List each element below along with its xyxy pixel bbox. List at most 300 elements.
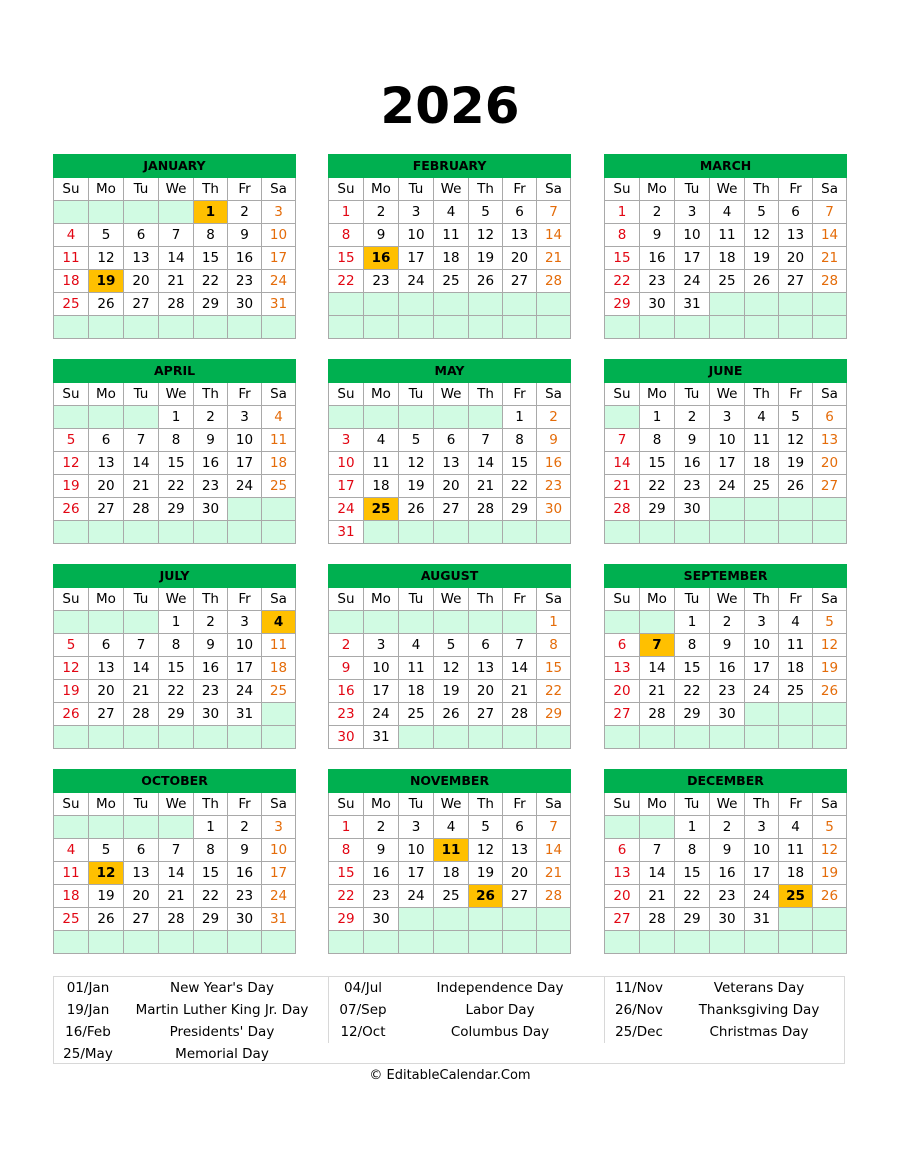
day-cell: 5 (813, 816, 847, 839)
day-cell: 15 (329, 247, 364, 270)
weekday-label: Fr (228, 178, 262, 201)
weekday-label: We (159, 588, 194, 611)
empty-day-cell (813, 498, 847, 521)
day-cell: 20 (813, 452, 847, 475)
day-cell: 10 (262, 224, 296, 247)
empty-day-cell (537, 931, 571, 954)
month-october (53, 769, 296, 954)
day-cell: 10 (329, 452, 364, 475)
weekday-label: Sa (262, 383, 296, 406)
empty-day-cell (675, 316, 710, 339)
day-cell: 11 (779, 839, 813, 862)
day-cell: 2 (710, 611, 745, 634)
weekday-label: Mo (364, 178, 399, 201)
day-cell: 16 (537, 452, 571, 475)
day-cell: 23 (364, 270, 399, 293)
empty-day-cell (399, 726, 434, 749)
day-cell: 1 (675, 816, 710, 839)
empty-day-cell (469, 726, 503, 749)
weekday-label: Mo (89, 178, 124, 201)
day-cell: 2 (194, 611, 228, 634)
day-cell: 12 (469, 224, 503, 247)
day-cell: 10 (710, 429, 745, 452)
day-cell: 18 (710, 247, 745, 270)
day-cell: 12 (54, 657, 89, 680)
holiday-date: 11/Nov (614, 980, 664, 996)
empty-day-cell (159, 201, 194, 224)
weekday-label: Th (194, 383, 228, 406)
empty-day-cell (537, 726, 571, 749)
weekday-label: We (710, 178, 745, 201)
day-cell: 11 (710, 224, 745, 247)
weekday-label: Mo (89, 588, 124, 611)
weekday-label: Su (54, 588, 89, 611)
empty-day-cell (605, 406, 640, 429)
day-cell: 29 (159, 703, 194, 726)
holiday-row (54, 977, 328, 999)
empty-day-cell (399, 316, 434, 339)
month-name: FEBRUARY (329, 155, 571, 178)
day-cell: 30 (228, 908, 262, 931)
day-cell: 6 (89, 634, 124, 657)
empty-day-cell (605, 521, 640, 544)
holiday-date: 04/Jul (343, 980, 382, 996)
day-cell: 2 (228, 201, 262, 224)
day-cell: 31 (675, 293, 710, 316)
day-cell: 15 (605, 247, 640, 270)
day-cell: 24 (745, 680, 779, 703)
empty-day-cell (54, 201, 89, 224)
day-cell: 4 (710, 201, 745, 224)
empty-day-cell (159, 816, 194, 839)
day-cell: 12 (54, 452, 89, 475)
day-cell: 27 (89, 703, 124, 726)
day-cell: 27 (503, 270, 537, 293)
day-cell: 9 (675, 429, 710, 452)
day-cell: 21 (605, 475, 640, 498)
empty-day-cell (194, 521, 228, 544)
day-cell: 28 (537, 885, 571, 908)
day-cell: 10 (262, 839, 296, 862)
weekday-label: Tu (399, 588, 434, 611)
day-cell: 28 (605, 498, 640, 521)
empty-day-cell (434, 521, 469, 544)
day-cell: 22 (329, 885, 364, 908)
day-cell: 16 (710, 657, 745, 680)
weekday-label: Su (54, 178, 89, 201)
day-cell: 19 (779, 452, 813, 475)
day-cell: 1 (537, 611, 571, 634)
day-cell: 16 (710, 862, 745, 885)
empty-day-cell (262, 498, 296, 521)
day-cell: 5 (54, 634, 89, 657)
day-cell: 25 (745, 475, 779, 498)
day-cell: 21 (469, 475, 503, 498)
day-cell: 23 (228, 885, 262, 908)
day-cell: 6 (605, 634, 640, 657)
day-cell: 29 (675, 703, 710, 726)
day-cell: 7 (503, 634, 537, 657)
empty-day-cell (89, 611, 124, 634)
empty-day-cell (779, 521, 813, 544)
day-cell: 30 (710, 908, 745, 931)
day-cell: 8 (537, 634, 571, 657)
empty-day-cell (537, 521, 571, 544)
empty-day-cell (364, 611, 399, 634)
empty-day-cell (779, 908, 813, 931)
day-cell: 28 (124, 703, 159, 726)
day-cell: 18 (434, 247, 469, 270)
footer-copyright: © EditableCalendar.Com (369, 1068, 531, 1083)
day-cell: 21 (159, 270, 194, 293)
month-december (604, 769, 847, 954)
day-cell: 8 (159, 634, 194, 657)
day-cell: 6 (813, 406, 847, 429)
day-cell: 18 (399, 680, 434, 703)
day-cell: 10 (364, 657, 399, 680)
day-cell: 1 (675, 611, 710, 634)
day-cell: 19 (813, 862, 847, 885)
day-cell: 31 (262, 293, 296, 316)
day-cell: 13 (434, 452, 469, 475)
empty-day-cell (399, 293, 434, 316)
day-cell: 1 (329, 816, 364, 839)
month-november (328, 769, 571, 954)
day-cell: 5 (745, 201, 779, 224)
month-april (53, 359, 296, 544)
day-cell: 17 (228, 657, 262, 680)
holiday-row (54, 999, 328, 1021)
day-cell: 19 (399, 475, 434, 498)
holiday-row (54, 1043, 328, 1065)
weekday-label: Mo (640, 588, 675, 611)
empty-day-cell (503, 931, 537, 954)
empty-day-cell (159, 316, 194, 339)
weekday-label: We (434, 178, 469, 201)
day-cell: 27 (124, 293, 159, 316)
day-cell: 21 (640, 680, 675, 703)
day-cell: 18 (779, 657, 813, 680)
day-cell: 6 (434, 429, 469, 452)
empty-day-cell (364, 406, 399, 429)
day-cell: 17 (675, 247, 710, 270)
day-cell: 14 (537, 839, 571, 862)
day-cell: 12 (89, 247, 124, 270)
weekday-label: Fr (779, 588, 813, 611)
empty-day-cell (329, 316, 364, 339)
empty-day-cell (434, 726, 469, 749)
weekday-label: Mo (640, 178, 675, 201)
weekday-label: Fr (503, 383, 537, 406)
empty-day-cell (813, 931, 847, 954)
empty-day-cell (745, 726, 779, 749)
empty-day-cell (434, 908, 469, 931)
weekday-label: Tu (124, 588, 159, 611)
empty-day-cell (89, 316, 124, 339)
day-cell: 16 (194, 657, 228, 680)
weekday-label: Th (745, 588, 779, 611)
day-cell: 14 (124, 657, 159, 680)
empty-day-cell (124, 931, 159, 954)
empty-day-cell (537, 908, 571, 931)
empty-day-cell (89, 726, 124, 749)
empty-day-cell (779, 316, 813, 339)
holiday-row (329, 977, 603, 999)
day-cell: 23 (228, 270, 262, 293)
empty-day-cell (469, 611, 503, 634)
day-cell: 25 (54, 293, 89, 316)
weekday-label: Fr (779, 178, 813, 201)
day-cell: 24 (675, 270, 710, 293)
day-cell: 8 (605, 224, 640, 247)
day-cell: 6 (605, 839, 640, 862)
day-cell: 23 (364, 885, 399, 908)
day-cell: 25 (262, 680, 296, 703)
day-cell: 23 (640, 270, 675, 293)
day-cell: 14 (640, 862, 675, 885)
day-cell: 4 (262, 406, 296, 429)
day-cell: 13 (605, 862, 640, 885)
day-cell: 19 (745, 247, 779, 270)
holiday-name: Labor Day (465, 1002, 535, 1018)
day-cell: 21 (503, 680, 537, 703)
day-cell: 2 (228, 816, 262, 839)
day-cell: 24 (710, 475, 745, 498)
day-cell: 3 (399, 201, 434, 224)
day-cell: 21 (813, 247, 847, 270)
day-cell: 28 (640, 908, 675, 931)
weekday-label: Tu (124, 793, 159, 816)
day-cell: 7 (159, 224, 194, 247)
weekday-label: Th (745, 383, 779, 406)
weekday-label: We (710, 588, 745, 611)
day-cell: 4 (54, 224, 89, 247)
day-cell: 8 (640, 429, 675, 452)
empty-day-cell (124, 201, 159, 224)
day-cell: 26 (469, 270, 503, 293)
day-cell: 30 (364, 908, 399, 931)
empty-day-cell (503, 611, 537, 634)
weekday-label: Tu (675, 588, 710, 611)
empty-day-cell (469, 908, 503, 931)
day-cell: 4 (364, 429, 399, 452)
weekday-label: Th (469, 793, 503, 816)
empty-day-cell (399, 908, 434, 931)
month-february (328, 154, 571, 339)
day-cell: 27 (469, 703, 503, 726)
day-cell: 23 (194, 680, 228, 703)
day-cell: 14 (640, 657, 675, 680)
empty-day-cell (364, 293, 399, 316)
day-cell: 24 (228, 680, 262, 703)
day-cell: 6 (503, 201, 537, 224)
day-cell: 5 (469, 201, 503, 224)
day-cell: 18 (779, 862, 813, 885)
day-cell: 16 (675, 452, 710, 475)
day-cell: 29 (537, 703, 571, 726)
empty-day-cell (469, 316, 503, 339)
holiday-date: 12/Oct (340, 1024, 386, 1040)
day-cell: 8 (675, 634, 710, 657)
day-cell: 23 (710, 680, 745, 703)
day-cell: 15 (329, 862, 364, 885)
holiday-day-cell: 25 (779, 885, 813, 908)
empty-day-cell (329, 611, 364, 634)
day-cell: 6 (124, 224, 159, 247)
empty-day-cell (469, 521, 503, 544)
month-name: AUGUST (329, 565, 571, 588)
holiday-day-cell: 4 (262, 611, 296, 634)
day-cell: 19 (469, 862, 503, 885)
holiday-list (53, 976, 845, 1064)
day-cell: 22 (640, 475, 675, 498)
weekday-label: Su (605, 588, 640, 611)
weekday-label: Th (194, 793, 228, 816)
holiday-date: 01/Jan (66, 980, 110, 996)
day-cell: 11 (364, 452, 399, 475)
day-cell: 17 (228, 452, 262, 475)
day-cell: 12 (469, 839, 503, 862)
day-cell: 10 (399, 839, 434, 862)
day-cell: 25 (434, 885, 469, 908)
empty-day-cell (124, 816, 159, 839)
empty-day-cell (675, 521, 710, 544)
day-cell: 25 (262, 475, 296, 498)
day-cell: 5 (813, 611, 847, 634)
day-cell: 13 (89, 452, 124, 475)
empty-day-cell (434, 316, 469, 339)
day-cell: 18 (54, 270, 89, 293)
weekday-label: Sa (537, 383, 571, 406)
day-cell: 15 (194, 862, 228, 885)
day-cell: 7 (124, 429, 159, 452)
day-cell: 3 (675, 201, 710, 224)
holiday-day-cell: 11 (434, 839, 469, 862)
day-cell: 15 (640, 452, 675, 475)
empty-day-cell (605, 931, 640, 954)
holiday-name: Christmas Day (709, 1024, 809, 1040)
day-cell: 7 (813, 201, 847, 224)
day-cell: 26 (399, 498, 434, 521)
day-cell: 20 (503, 247, 537, 270)
empty-day-cell (537, 316, 571, 339)
day-cell: 9 (329, 657, 364, 680)
weekday-label: Th (469, 178, 503, 201)
day-cell: 8 (194, 224, 228, 247)
weekday-label: Th (469, 383, 503, 406)
month-may (328, 359, 571, 544)
day-cell: 26 (745, 270, 779, 293)
weekday-label: Tu (675, 178, 710, 201)
empty-day-cell (228, 316, 262, 339)
day-cell: 3 (329, 429, 364, 452)
day-cell: 2 (194, 406, 228, 429)
day-cell: 9 (194, 634, 228, 657)
day-cell: 4 (745, 406, 779, 429)
empty-day-cell (710, 293, 745, 316)
weekday-label: Fr (228, 588, 262, 611)
weekday-label: Su (54, 793, 89, 816)
day-cell: 22 (194, 270, 228, 293)
day-cell: 4 (434, 201, 469, 224)
day-cell: 8 (675, 839, 710, 862)
weekday-label: Fr (503, 793, 537, 816)
day-cell: 3 (364, 634, 399, 657)
day-cell: 6 (469, 634, 503, 657)
empty-day-cell (745, 703, 779, 726)
day-cell: 14 (159, 247, 194, 270)
day-cell: 21 (640, 885, 675, 908)
holiday-date: 07/Sep (339, 1002, 387, 1018)
empty-day-cell (710, 498, 745, 521)
day-cell: 30 (228, 293, 262, 316)
day-cell: 10 (228, 634, 262, 657)
day-cell: 11 (745, 429, 779, 452)
day-cell: 12 (399, 452, 434, 475)
holiday-row (605, 977, 845, 999)
weekday-label: Mo (89, 383, 124, 406)
day-cell: 1 (605, 201, 640, 224)
weekday-label: Sa (262, 588, 296, 611)
weekday-label: We (710, 793, 745, 816)
day-cell: 29 (605, 293, 640, 316)
weekday-label: Mo (364, 383, 399, 406)
day-cell: 4 (54, 839, 89, 862)
day-cell: 21 (537, 247, 571, 270)
empty-day-cell (813, 316, 847, 339)
empty-day-cell (54, 726, 89, 749)
day-cell: 20 (779, 247, 813, 270)
month-name: JULY (54, 565, 296, 588)
weekday-label: Mo (364, 588, 399, 611)
holiday-column-2 (328, 977, 603, 1043)
day-cell: 1 (194, 816, 228, 839)
empty-day-cell (640, 726, 675, 749)
day-cell: 20 (469, 680, 503, 703)
day-cell: 26 (813, 885, 847, 908)
holiday-name: Memorial Day (175, 1046, 269, 1062)
day-cell: 18 (262, 657, 296, 680)
weekday-label: Mo (640, 383, 675, 406)
day-cell: 23 (329, 703, 364, 726)
day-cell: 18 (262, 452, 296, 475)
day-cell: 31 (745, 908, 779, 931)
day-cell: 26 (779, 475, 813, 498)
empty-day-cell (89, 816, 124, 839)
empty-day-cell (329, 406, 364, 429)
day-cell: 23 (194, 475, 228, 498)
weekday-label: Su (329, 588, 364, 611)
day-cell: 22 (159, 680, 194, 703)
day-cell: 27 (779, 270, 813, 293)
day-cell: 22 (605, 270, 640, 293)
day-cell: 10 (675, 224, 710, 247)
day-cell: 26 (54, 703, 89, 726)
empty-day-cell (159, 521, 194, 544)
weekday-label: Tu (124, 383, 159, 406)
day-cell: 22 (503, 475, 537, 498)
day-cell: 20 (503, 862, 537, 885)
day-cell: 19 (54, 475, 89, 498)
day-cell: 11 (434, 224, 469, 247)
day-cell: 14 (605, 452, 640, 475)
day-cell: 28 (503, 703, 537, 726)
empty-day-cell (124, 611, 159, 634)
day-cell: 30 (537, 498, 571, 521)
day-cell: 28 (124, 498, 159, 521)
empty-day-cell (89, 521, 124, 544)
day-cell: 11 (779, 634, 813, 657)
